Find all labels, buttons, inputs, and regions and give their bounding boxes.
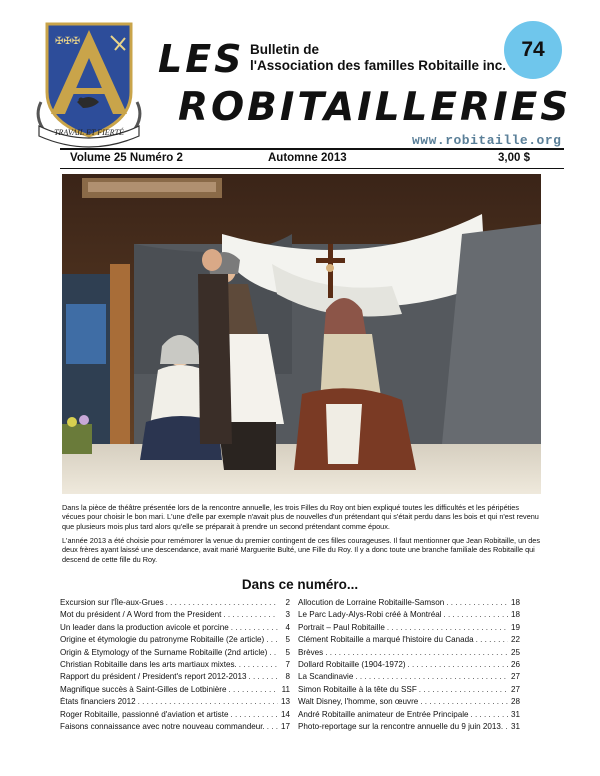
issue-price: 3,00 $ — [498, 152, 530, 164]
toc-entry-page: 27 — [510, 684, 520, 694]
toc-leader-dots — [166, 598, 278, 607]
website-link[interactable]: www.robitaille.org — [412, 133, 562, 148]
toc-entry-title: Brèves — [298, 647, 324, 657]
toc-entry-title: Un leader dans la production avicole et porcine — [60, 622, 229, 632]
toc-entry-title: Le Parc Lady-Alys-Robi créé à Montréal — [298, 610, 442, 620]
toc-entry-page: 27 — [510, 672, 520, 682]
toc-entry-title: Clément Robitaille a marqué l'histoire du Canada — [298, 635, 474, 645]
toc-entry[interactable] — [298, 635, 520, 647]
toc-entry-title: Christian Robitaille dans les arts martiaux mixtes. — [60, 659, 237, 669]
toc-leader-dots — [471, 710, 508, 719]
toc-entry-page: 18 — [510, 598, 520, 607]
toc-entry-title: Portrait – Paul Robitaille — [298, 622, 385, 632]
toc-entry-page: 31 — [510, 709, 520, 719]
toc-leader-dots — [325, 648, 508, 657]
header-rule-top — [60, 148, 564, 150]
toc-entry-title: Walt Disney, l'homme, son œuvre — [298, 697, 419, 707]
bulletin-line-1: Bulletin de — [250, 42, 320, 57]
toc-entry[interactable] — [298, 660, 520, 672]
toc-leader-dots — [420, 697, 508, 706]
cover-photo — [62, 174, 541, 494]
toc-entry-page: 18 — [510, 610, 520, 620]
toc-leader-dots — [266, 635, 278, 644]
toc-entry-page: 25 — [510, 647, 520, 657]
crest-logo — [33, 22, 145, 150]
crest-motto: TRAVAIL ET FIERTÉ — [54, 128, 124, 137]
svg-text:✠✠✠: ✠✠✠ — [55, 36, 81, 47]
volume-number: Volume 25 Numéro 2 — [70, 152, 183, 164]
toc-entry-page: 11 — [281, 684, 290, 694]
toc-entry[interactable] — [298, 697, 520, 709]
toc-leader-dots — [223, 610, 278, 619]
toc-entry-page: 26 — [510, 659, 520, 669]
toc-entry-title: Magnifique succès à Saint-Gilles de Lotbinière — [60, 684, 227, 694]
toc-leader-dots — [408, 660, 508, 669]
toc-leader-dots — [239, 660, 278, 669]
toc-leader-dots — [355, 672, 508, 681]
toc-leader-dots — [230, 710, 278, 719]
toc-leader-dots — [267, 722, 278, 731]
toc-entry[interactable] — [60, 623, 290, 635]
toc-entry[interactable] — [60, 722, 290, 734]
contents-title: Dans ce numéro... — [241, 577, 359, 592]
toc-entry-title: Allocution de Lorraine Robitaille-Samson — [298, 598, 445, 607]
toc-entry[interactable] — [298, 623, 520, 635]
toc-entry[interactable] — [298, 685, 520, 697]
toc-entry[interactable] — [60, 598, 290, 610]
toc-entry-page: 28 — [510, 697, 520, 707]
toc-leader-dots — [248, 672, 278, 681]
toc-entry-title: Simon Robitaille à la tête du SSF — [298, 684, 417, 694]
toc-leader-dots — [444, 610, 508, 619]
toc-entry-title: Dollard Robitaille (1904-1972) — [298, 659, 406, 669]
header-rule-bottom — [60, 168, 564, 169]
toc-entry-title: Roger Robitaille, passionné d'aviation et artiste — [60, 709, 229, 719]
toc-leader-dots — [446, 598, 508, 607]
toc-leader-dots — [228, 685, 278, 694]
toc-entry[interactable] — [60, 710, 290, 722]
contents-left-column — [60, 598, 290, 734]
toc-entry-page: 13 — [280, 697, 290, 707]
toc-leader-dots — [419, 685, 508, 694]
toc-entry[interactable] — [60, 672, 290, 684]
toc-entry[interactable] — [298, 610, 520, 622]
title-robitailleries: ROBITAILLERIES — [178, 85, 572, 130]
toc-entry[interactable] — [60, 635, 290, 647]
toc-leader-dots — [138, 697, 278, 706]
toc-entry-page: 5 — [285, 635, 290, 645]
toc-entry[interactable] — [60, 697, 290, 709]
contents-right-column — [298, 598, 520, 734]
toc-entry-page: 14 — [280, 709, 290, 719]
toc-entry-page: 19 — [510, 622, 520, 632]
toc-entry-page: 7 — [285, 659, 290, 669]
toc-entry-title: La Scandinavie — [298, 672, 354, 682]
toc-entry-title: Origine et étymologie du patronyme Robitaille (2e article) — [60, 635, 265, 645]
toc-entry-page: 17 — [280, 721, 290, 731]
toc-entry-page: 3 — [285, 610, 290, 620]
toc-entry-title: États financiers 2012 — [60, 697, 136, 707]
toc-entry-title: Photo-reportage sur la rencontre annuelle du 9 juin 2013. — [298, 721, 504, 731]
issue-number-badge: 74 — [504, 21, 562, 79]
toc-entry-title: André Robitaille animateur de Entrée Principale — [298, 709, 469, 719]
toc-entry-page: 2 — [285, 598, 290, 607]
toc-entry-page: 8 — [285, 672, 290, 682]
toc-leader-dots — [505, 722, 508, 731]
toc-entry-title: Faisons connaissance avec notre nouveau commandeur. — [60, 721, 265, 731]
toc-leader-dots — [387, 623, 508, 632]
bulletin-subtitle — [250, 42, 506, 74]
toc-leader-dots — [476, 635, 508, 644]
toc-entry-page: 4 — [285, 622, 290, 632]
toc-entry-page: 5 — [285, 647, 290, 657]
toc-entry[interactable] — [60, 648, 290, 660]
toc-entry[interactable] — [298, 598, 520, 610]
toc-entry[interactable] — [298, 648, 520, 660]
photo-caption-paragraph-2: L'année 2013 a été choisie pour remémorer la venue du premier contingent de ces filles courageuses. Il faut mentionner que Jean Robitaille, un des deux frères ayant laissé une descendance, avait marié Marguerite Bulté, une Fille du Roy. Il y a donc toute une branche familiale des Robitaille qui descend de cette fille du Roy. — [62, 536, 541, 564]
photo-caption-paragraph-1: Dans la pièce de théâtre présentée lors de la rencontre annuelle, les trois Filles du Roy ont bien expliqué toutes les difficultés et les péripéties vécues pour choisir le bon mari. L'une d'elle par exemple n'avait plus de nouvelles d'un prétendant qui s'était perdu dans les bois et qui n'est revenu que plusieurs mois plus tard alors qu'elle se préparait à prendre un second prétendant comme époux. — [62, 503, 539, 531]
toc-leader-dots — [231, 623, 278, 632]
toc-entry[interactable] — [298, 722, 520, 734]
toc-entry-page: 22 — [510, 635, 520, 645]
bulletin-line-2: l'Association des familles Robitaille inc. — [250, 58, 507, 73]
toc-entry-title: Mot du président / A Word from the President — [60, 610, 222, 620]
toc-entry[interactable] — [60, 610, 290, 622]
toc-entry[interactable] — [60, 660, 290, 672]
issue-season: Automne 2013 — [268, 152, 347, 164]
toc-leader-dots — [269, 648, 278, 657]
toc-entry-page: 31 — [510, 721, 520, 731]
toc-entry-title: Rapport du président / President's report 2012-2013 — [60, 672, 247, 682]
toc-entry[interactable] — [298, 672, 520, 684]
toc-entry[interactable] — [298, 710, 520, 722]
title-les: LES — [158, 37, 245, 81]
toc-entry-title: Excursion sur l'Île-aux-Grues — [60, 598, 164, 607]
toc-entry-title: Origin & Etymology of the Surname Robitaille (2nd article) — [60, 647, 268, 657]
toc-entry[interactable] — [60, 685, 290, 697]
